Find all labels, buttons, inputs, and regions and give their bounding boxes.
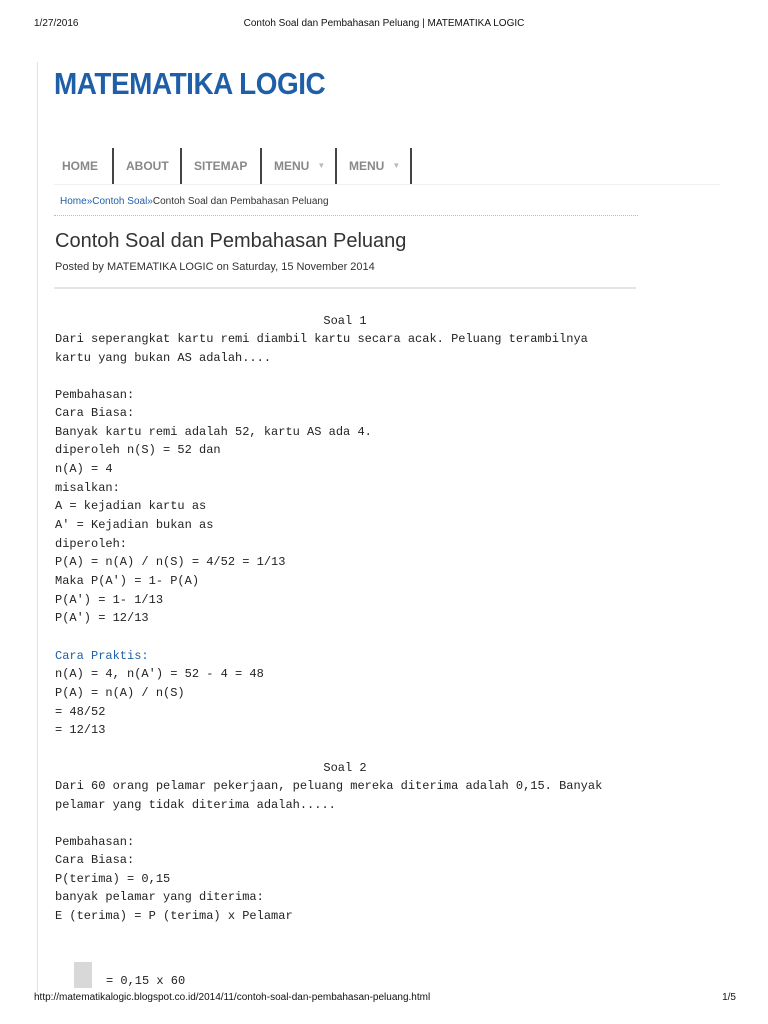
- soal-1-line: misalkan:: [55, 481, 120, 495]
- chevron-down-icon: ▼: [392, 161, 401, 170]
- soal-1-line: P(A) = n(A) / n(S) = 4/52 = 1/13: [55, 555, 286, 569]
- soal-1-line: Cara Biasa:: [55, 406, 135, 420]
- print-header: [0, 18, 768, 32]
- post-meta: Posted by MATEMATIKA LOGIC on Saturday, 15 November 2014: [55, 261, 375, 273]
- nav-about[interactable]: [114, 148, 182, 184]
- nav-divider: [54, 184, 720, 185]
- soal-2-question: pelamar yang tidak diterima adalah.....: [55, 798, 336, 812]
- breadcrumb-divider: [54, 215, 638, 216]
- soal-1-line: Banyak kartu remi adalah 52, kartu AS ada 4.: [55, 425, 372, 439]
- nav-sitemap-label: SITEMAP: [194, 159, 248, 173]
- soal-1-line: P(A') = 12/13: [55, 611, 149, 625]
- soal-1-line: A = kejadian kartu as: [55, 499, 207, 513]
- cara-praktis-label: Cara Praktis:: [55, 649, 149, 663]
- soal-2-line: = 0,15 x 60: [106, 974, 186, 988]
- breadcrumb-separator: »: [147, 196, 153, 207]
- soal-2-heading: Soal 2: [323, 761, 367, 775]
- soal-1-line: Pembahasan:: [55, 388, 135, 402]
- soal-2-line: banyak pelamar yang diterima:: [55, 890, 264, 904]
- soal-2-line: E (terima) = P (terima) x Pelamar: [55, 909, 293, 923]
- print-footer: [0, 992, 768, 1006]
- breadcrumb-current: Contoh Soal dan Pembahasan Peluang: [152, 196, 329, 207]
- nav-menu-1[interactable]: [262, 148, 337, 184]
- nav-menu-2[interactable]: [337, 148, 412, 184]
- soal-1-line: n(A) = 4: [55, 462, 113, 476]
- left-border: [37, 62, 38, 992]
- nav-menu-2-label: MENU: [349, 159, 385, 173]
- breadcrumb: [60, 196, 329, 207]
- print-url: http://matematikalogic.blogspot.co.id/2014/11/contoh-soal-dan-pembahasan-peluang.html: [34, 992, 431, 1003]
- print-title: Contoh Soal dan Pembahasan Peluang | MATEMATIKA LOGIC: [243, 18, 525, 29]
- nav-home[interactable]: [54, 148, 114, 184]
- print-date: 1/27/2016: [34, 18, 79, 29]
- nav-menu-1-label: MENU: [274, 159, 310, 173]
- breadcrumb-separator: »: [86, 196, 93, 207]
- site-title[interactable]: MATEMATIKA LOGIC: [54, 66, 326, 101]
- chevron-down-icon: ▼: [317, 161, 326, 170]
- breadcrumb-home[interactable]: Home: [60, 196, 87, 207]
- nav-home-label: HOME: [62, 159, 98, 173]
- soal-1-line: = 12/13: [55, 723, 106, 737]
- soal-1-line: = 48/52: [55, 705, 106, 719]
- soal-2-line: P(terima) = 0,15: [55, 872, 171, 886]
- nav-sitemap[interactable]: [182, 148, 262, 184]
- title-divider: [54, 287, 636, 289]
- post-title: Contoh Soal dan Pembahasan Peluang: [55, 230, 407, 252]
- nav-bar: [54, 148, 412, 184]
- soal-2-question: Dari 60 orang pelamar pekerjaan, peluang mereka diterima adalah 0,15. Banyak: [55, 779, 603, 793]
- breadcrumb-category[interactable]: Contoh Soal: [92, 196, 148, 207]
- soal-1-line: diperoleh n(S) = 52 dan: [55, 443, 221, 457]
- soal-1-line: n(A) = 4, n(A') = 52 - 4 = 48: [55, 667, 264, 681]
- soal-2-line: Pembahasan:: [55, 835, 135, 849]
- soal-1-question: kartu yang bukan AS adalah....: [55, 351, 272, 365]
- soal-1-line: P(A') = 1- 1/13: [55, 593, 164, 607]
- soal-1-question: Dari seperangkat kartu remi diambil kartu secara acak. Peluang terambilnya: [55, 332, 588, 346]
- soal-1-heading: Soal 1: [323, 314, 367, 328]
- formula-image-placeholder: [74, 962, 92, 988]
- soal-1-line: diperoleh:: [55, 537, 128, 551]
- print-page-number: 1/5: [722, 992, 736, 1003]
- soal-2-line: Cara Biasa:: [55, 853, 135, 867]
- soal-1-line: Maka P(A') = 1- P(A): [55, 574, 200, 588]
- soal-1-line: A' = Kejadian bukan as: [55, 518, 214, 532]
- soal-1-line: P(A) = n(A) / n(S): [55, 686, 185, 700]
- nav-about-label: ABOUT: [126, 159, 169, 173]
